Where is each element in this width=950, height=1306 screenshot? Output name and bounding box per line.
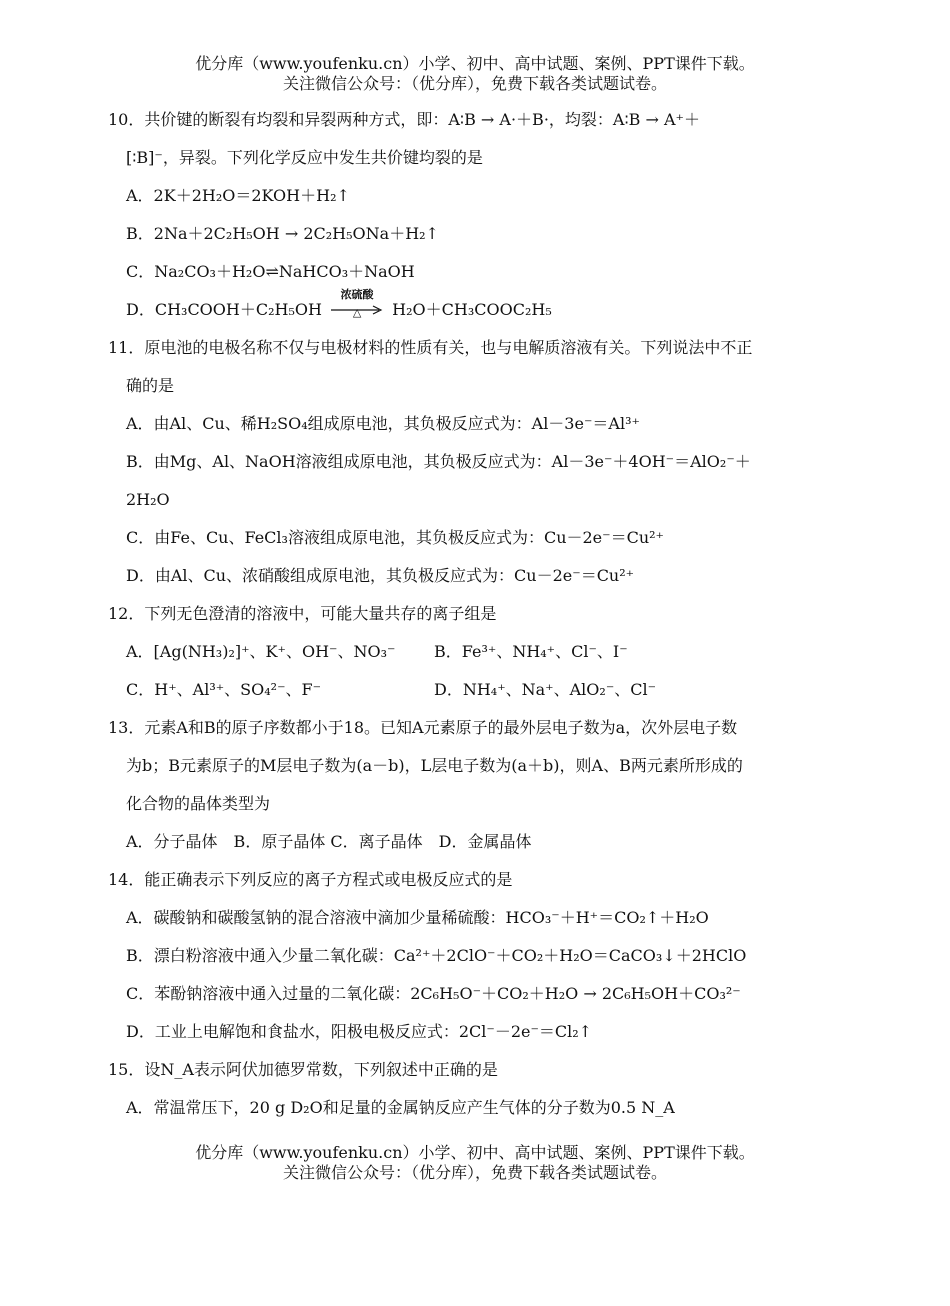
q10-stem-line-1: 10．共价键的断裂有均裂和异裂两种方式，即：A∶B → A·＋B·，均裂：A∶B → A⁺＋ [108, 110, 700, 129]
q13-options: A．分子晶体 B．原子晶体 C．离子晶体 D．金属晶体 [126, 832, 532, 851]
q13-stem-line-2: 为b；B元素原子的M层电子数为(a－b)，L层电子数为(a＋b)，则A、B两元素所形成的 [126, 756, 743, 775]
header-line-2: 关注微信公众号：（优分库），免费下载各类试题试卷。 [282, 74, 667, 93]
page-header [0, 54, 950, 94]
q10-option-a: A．2K＋2H₂O＝2KOH＋H₂↑ [126, 186, 350, 205]
reaction-condition [329, 287, 385, 321]
q10-stem-line-2: [∶B]⁻，异裂。下列化学反应中发生共价键均裂的是 [126, 148, 483, 167]
q10-option-b: B．2Na＋2C₂H₅OH → 2C₂H₅ONa＋H₂↑ [126, 224, 439, 243]
q11-option-b-line-1: B．由Mg、Al、NaOH溶液组成原电池，其负极反应式为：Al－3e⁻＋4OH⁻＝AlO₂⁻＋ [126, 452, 751, 471]
q10-option-d-right: H₂O＋CH₃COOC₂H₅ [392, 300, 552, 319]
q10-option-c-left: C．Na₂CO₃＋H₂O [126, 262, 266, 281]
page-footer [0, 1143, 950, 1183]
q14-stem: 14．能正确表示下列反应的离子方程式或电极反应式的是 [108, 870, 513, 889]
condition-label: 浓硫酸 [340, 287, 374, 301]
q12-option-d: D．NH₄⁺、Na⁺、AlO₂⁻、Cl⁻ [434, 680, 657, 699]
heat-symbol: △ [352, 305, 362, 319]
q15-option-a: A．常温常压下，20 g D₂O和足量的金属钠反应产生气体的分子数为0.5 N_A [126, 1098, 675, 1117]
q10-option-d [108, 287, 848, 329]
q15-stem: 15．设N_A表示阿伏加德罗常数，下列叙述中正确的是 [108, 1060, 498, 1079]
q12-stem: 12．下列无色澄清的溶液中，可能大量共存的离子组是 [108, 604, 497, 623]
q12-options-row-1 [108, 633, 848, 671]
q11-option-d: D．由Al、Cu、浓硝酸组成原电池，其负极反应式为：Cu－2e⁻＝Cu²⁺ [126, 566, 635, 585]
q14-option-d: D．工业上电解饱和食盐水，阳极电极反应式：2Cl⁻－2e⁻＝Cl₂↑ [126, 1022, 593, 1041]
q13-stem-line-3: 化合物的晶体类型为 [126, 794, 271, 813]
question-content [108, 101, 848, 1127]
q10-option-d-left: D．CH₃COOH＋C₂H₅OH [126, 300, 322, 319]
q14-option-a: A．碳酸钠和碳酸氢钠的混合溶液中滴加少量稀硫酸：HCO₃⁻＋H⁺＝CO₂↑＋H₂O [126, 908, 709, 927]
reversible-arrow-icon: ⇌ [265, 262, 279, 281]
q12-option-a: A．[Ag(NH₃)₂]⁺、K⁺、OH⁻、NO₃⁻ [126, 642, 396, 661]
q12-option-b: B．Fe³⁺、NH₄⁺、Cl⁻、I⁻ [434, 642, 628, 661]
q14-option-b: B．漂白粉溶液中通入少量二氧化碳：Ca²⁺＋2ClO⁻＋CO₂＋H₂O＝CaCO₃↓＋2HClO [126, 946, 747, 965]
q13-stem-line-1: 13．元素A和B的原子序数都小于18。已知A元素原子的最外层电子数为a，次外层电子数 [108, 718, 738, 737]
footer-line-2: 关注微信公众号：（优分库），免费下载各类试题试卷。 [282, 1163, 667, 1182]
q11-stem-line-2: 确的是 [126, 376, 175, 395]
q10-option-c [108, 253, 848, 291]
q12-options-row-2 [108, 671, 848, 709]
q11-option-a: A．由Al、Cu、稀H₂SO₄组成原电池，其负极反应式为：Al－3e⁻＝Al³⁺ [126, 414, 640, 433]
q10-option-c-right: NaHCO₃＋NaOH [278, 262, 415, 281]
q11-option-c: C．由Fe、Cu、FeCl₃溶液组成原电池，其负极反应式为：Cu－2e⁻＝Cu²⁺ [126, 528, 665, 547]
header-line-1: 优分库（www.youfenku.cn）小学、初中、高中试题、案例、PPT课件下载。 [195, 54, 755, 73]
footer-line-1: 优分库（www.youfenku.cn）小学、初中、高中试题、案例、PPT课件下载。 [195, 1143, 755, 1162]
q11-option-b-line-2: 2H₂O [126, 490, 170, 509]
q12-option-c: C．H⁺、Al³⁺、SO₄²⁻、F⁻ [126, 680, 322, 699]
q11-stem-line-1: 11．原电池的电极名称不仅与电极材料的性质有关，也与电解质溶液有关。下列说法中不正 [108, 338, 753, 357]
q14-option-c: C．苯酚钠溶液中通入过量的二氧化碳：2C₆H₅O⁻＋CO₂＋H₂O → 2C₆H₅OH＋CO₃²⁻ [126, 984, 741, 1003]
